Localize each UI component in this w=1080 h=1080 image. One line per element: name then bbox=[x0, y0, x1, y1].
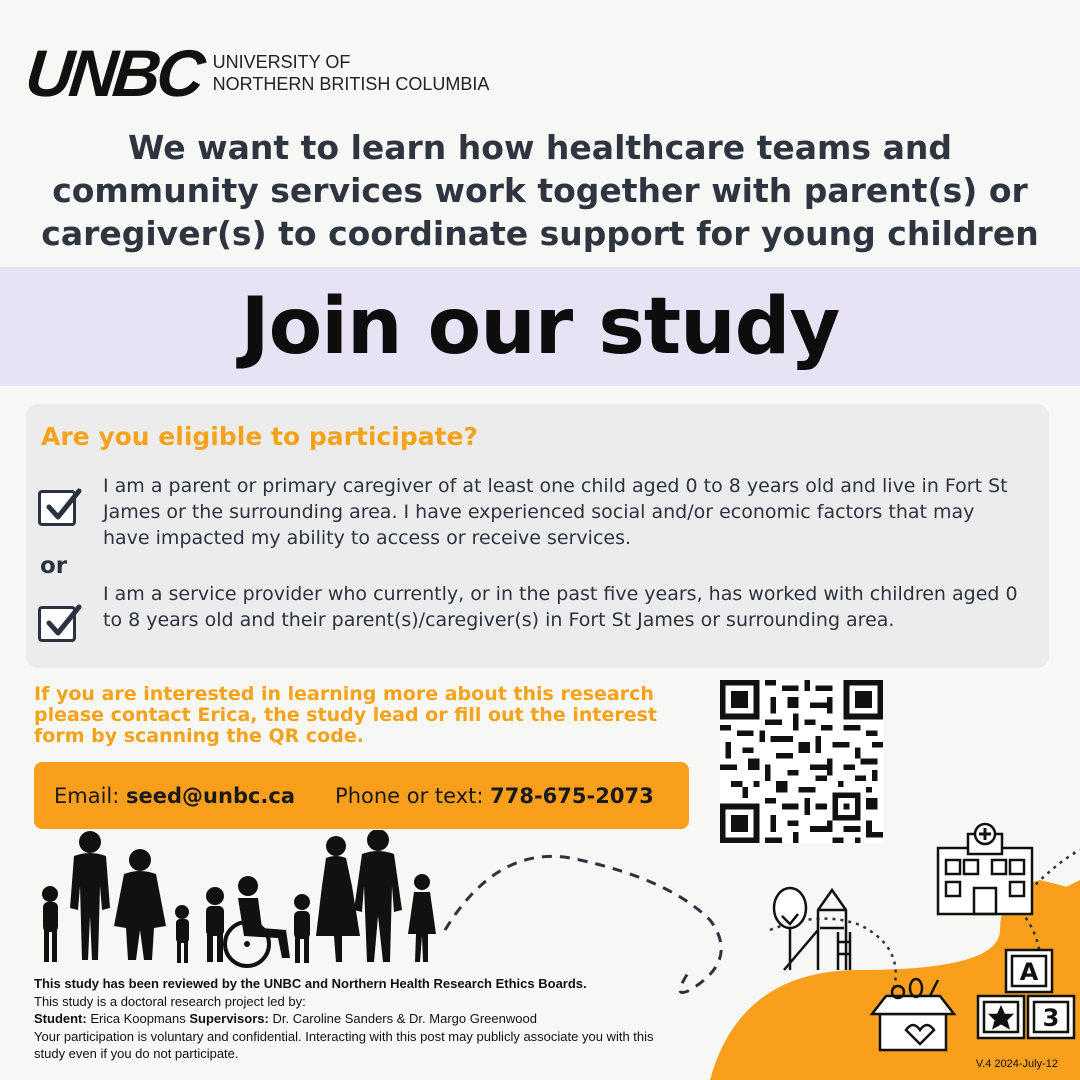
hospital-icon bbox=[938, 824, 1032, 914]
banner-title: Join our study bbox=[240, 281, 840, 372]
contact-bar bbox=[34, 762, 689, 829]
logo-line-1: UNIVERSITY OF bbox=[212, 52, 351, 72]
unbc-logo-text bbox=[213, 51, 490, 95]
footer bbox=[34, 975, 684, 1063]
eligibility-title: Are you eligible to participate? bbox=[41, 422, 478, 451]
student-name: Erica Koopmans bbox=[90, 1011, 186, 1026]
unbc-logo bbox=[22, 36, 490, 110]
or-label: or bbox=[40, 553, 68, 579]
student-label: Student: bbox=[34, 1011, 87, 1026]
headline: We want to learn how healthcare teams and community services work together with parent(s) or caregiver(s) to coordinate support for young children bbox=[41, 128, 1039, 253]
logo-line-2: NORTHERN BRITISH COLUMBIA bbox=[212, 74, 490, 94]
privacy-statement: Your participation is voluntary and confidential. Interacting with this post may publicly associate you with this study even if you do not participate. bbox=[34, 1028, 654, 1061]
family-silhouette bbox=[40, 830, 440, 970]
checkbox-icon bbox=[38, 606, 76, 642]
research-statement: This study is a doctoral research project led by: bbox=[34, 993, 306, 1009]
qr-code[interactable] bbox=[720, 680, 883, 843]
supervisors-label: Supervisors: bbox=[189, 1011, 269, 1026]
criterion-provider: I am a service provider who currently, or in the past five years, has worked with children aged 0 to 8 years old and their parent(s)/caregiver(s) in Fort St James or surrounding area. bbox=[103, 583, 1018, 631]
email-group bbox=[54, 784, 295, 808]
eligibility-panel bbox=[26, 404, 1049, 668]
playground-icon bbox=[774, 888, 850, 970]
phone-group bbox=[335, 784, 654, 808]
email-label: Email: bbox=[54, 783, 120, 808]
checkbox-icon bbox=[38, 490, 76, 526]
unbc-logo-mark: UNBC bbox=[22, 36, 205, 110]
researchers-line bbox=[34, 1010, 684, 1028]
criterion-parent: I am a parent or primary caregiver of at least one child aged 0 to 8 years old and live in Fort St James or the surrounding area. I have experienced social and/or economic factors that may have impacted my ability to access or receive services. bbox=[103, 475, 1008, 549]
block-number: 3 bbox=[1042, 1004, 1060, 1032]
supervisors-names: Dr. Caroline Sanders & Dr. Margo Greenwood bbox=[272, 1011, 537, 1026]
email-link[interactable]: seed@unbc.ca bbox=[126, 783, 296, 808]
phone-label: Phone or text: bbox=[335, 783, 484, 808]
block-letter: A bbox=[1019, 958, 1039, 986]
join-banner bbox=[0, 267, 1080, 386]
version-label: V.4 2024-July-12 bbox=[975, 1058, 1058, 1070]
ethics-statement: This study has been reviewed by the UNBC and Northern Health Research Ethics Boards. bbox=[34, 976, 587, 991]
phone-link[interactable]: 778-675-2073 bbox=[490, 783, 654, 808]
contact-prompt: If you are interested in learning more about this research please contact Erica, the study lead or fill out the interest form by scanning the QR code. bbox=[34, 683, 657, 747]
